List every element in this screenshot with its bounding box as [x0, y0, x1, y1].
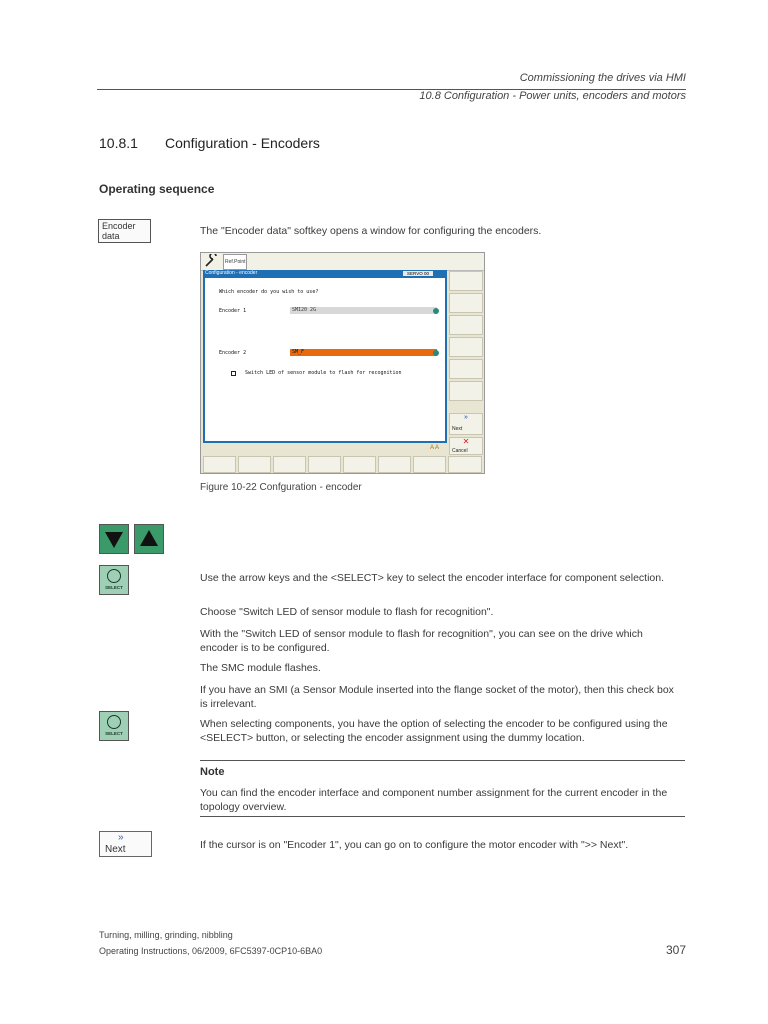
select-circle-icon — [107, 569, 121, 583]
running-header-chapter: Commissioning the drives via HMI — [519, 72, 686, 84]
encoder2-select[interactable]: SM_F — [290, 349, 437, 356]
hmi-next-label: Next — [452, 426, 463, 432]
footer-product: Turning, milling, grinding, nibbling — [99, 930, 233, 940]
hmi-softkey-h7[interactable] — [413, 456, 446, 473]
note-bottom-rule — [200, 816, 685, 817]
select-circle-icon — [107, 715, 121, 729]
encoder2-label: Encoder 2 — [219, 350, 247, 356]
section-number: 10.8.1 — [99, 135, 138, 151]
hmi-softkey-h8[interactable] — [448, 456, 482, 473]
next-chevron-icon: » — [464, 414, 468, 421]
footer-manual: Operating Instructions, 06/2009, 6FC5397-0CP10-6BA0 — [99, 946, 323, 956]
hmi-top-bar — [201, 253, 484, 271]
hmi-softkey-v2[interactable] — [449, 293, 483, 313]
encoder2-dropdown-icon[interactable] — [433, 350, 439, 356]
arrow-down-icon — [100, 525, 128, 553]
hmi-softkey-v5[interactable] — [449, 359, 483, 379]
hmi-window-title: Configuration - encoder — [205, 270, 258, 276]
hmi-title-box: SERVO 00 — [403, 271, 433, 276]
next-softkey[interactable] — [99, 831, 152, 857]
intro-text: The "Encoder data" softkey opens a window for configuring the encoders. — [200, 225, 542, 237]
hmi-language-icon: A A — [430, 445, 440, 451]
hmi-softkey-h2[interactable] — [238, 456, 271, 473]
para-arrow-keys: Use the arrow keys and the <SELECT> key to select the encoder interface for component selection. — [200, 572, 664, 584]
wrench-icon[interactable] — [204, 254, 220, 268]
hmi-softkey-h6[interactable] — [378, 456, 411, 473]
hmi-screen — [200, 252, 485, 474]
arrow-up-icon — [135, 525, 163, 553]
para-smc-flashes: The SMC module flashes. — [200, 662, 321, 674]
hmi-softkey-v4[interactable] — [449, 337, 483, 357]
note-text: You can find the encoder interface and component number assignment for the current encoder in the topology overview. — [200, 787, 668, 813]
hmi-softkey-v6[interactable] — [449, 381, 483, 401]
running-header-section: 10.8 Configuration - Power units, encoders and motors — [419, 90, 686, 102]
para-switch-led: With the "Switch LED of sensor module to flash for recognition", you can see on the drive which encoder is to be configured. — [200, 628, 643, 654]
hmi-next-softkey[interactable] — [449, 413, 483, 435]
arrow-down-key[interactable] — [99, 524, 129, 554]
hmi-softkey-h3[interactable] — [273, 456, 306, 473]
hmi-softkey-v3[interactable] — [449, 315, 483, 335]
flash-led-checkbox-label: Switch LED of sensor module to flash for recognition — [245, 370, 402, 376]
hmi-softkey-v1[interactable] — [449, 271, 483, 291]
ref-point-button[interactable] — [223, 254, 247, 270]
subsection-title: Operating sequence — [99, 182, 215, 196]
para-selecting-components: When selecting components, you have the option of selecting the encoder to be configured using the <SELECT> button, or selecting the encoder assignment using the dummy location. — [200, 718, 668, 744]
cancel-x-icon: ✕ — [462, 437, 470, 446]
softkey-line2: data — [102, 231, 120, 241]
figure-caption: Figure 10-22 Confguration - encoder — [200, 482, 362, 493]
encoder1-select[interactable]: SMI20 2G — [290, 307, 437, 314]
hmi-config-window — [203, 270, 447, 443]
encoder-data-softkey[interactable] — [98, 219, 151, 243]
flash-led-checkbox[interactable] — [231, 371, 236, 376]
arrow-up-key[interactable] — [134, 524, 164, 554]
select-key-label: SELECT — [105, 731, 123, 736]
note-top-rule — [200, 760, 685, 761]
note-title: Note — [200, 766, 225, 778]
hmi-softkey-h4[interactable] — [308, 456, 341, 473]
softkey-line1: Encoder — [102, 221, 136, 231]
para-choose-switch: Choose "Switch LED of sensor module to flash for recognition". — [200, 606, 494, 618]
para-smi: If you have an SMI (a Sensor Module inserted into the flange socket of the motor), then this check box is irrelevant. — [200, 684, 674, 710]
encoder1-label: Encoder 1 — [219, 308, 247, 314]
ref-point-label: Ref.Point — [225, 259, 246, 265]
select-key-2[interactable] — [99, 711, 129, 741]
select-key-label: SELECT — [105, 585, 123, 590]
hmi-softkey-h1[interactable] — [203, 456, 236, 473]
next-key-label: Next — [105, 844, 126, 855]
encoder1-dropdown-icon[interactable] — [433, 308, 439, 314]
select-key-1[interactable] — [99, 565, 129, 595]
hmi-window-content — [205, 278, 445, 441]
hmi-softkey-h5[interactable] — [343, 456, 376, 473]
hmi-question: Which encoder do you wish to use? — [219, 289, 319, 295]
para-next: If the cursor is on "Encoder 1", you can go on to configure the motor encoder with ">> Next". — [200, 839, 629, 851]
next-chevron-icon: » — [118, 832, 124, 843]
hmi-cancel-label: Cancel — [452, 448, 468, 454]
hmi-cancel-softkey[interactable] — [449, 437, 483, 455]
section-title: Configuration - Encoders — [165, 135, 320, 151]
page-number: 307 — [665, 943, 686, 957]
